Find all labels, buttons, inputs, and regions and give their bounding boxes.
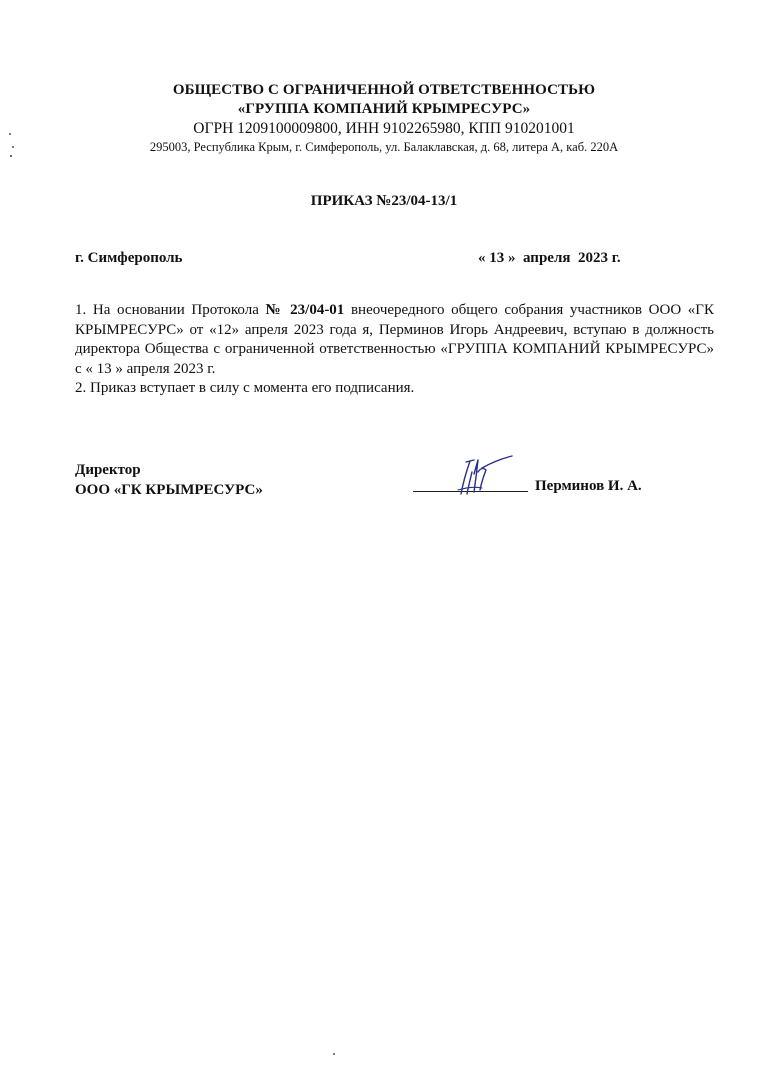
paragraph-1-start: 1. На основании Протокола	[75, 302, 266, 318]
signatory-block	[75, 460, 263, 500]
signatory-name: Перминов И. А.	[535, 478, 642, 494]
scan-speck	[12, 146, 14, 148]
order-paragraph-2: 2. Приказ вступает в силу с момента его подписания.	[75, 380, 415, 396]
org-name-line1: ОБЩЕСТВО С ОГРАНИЧЕННОЙ ОТВЕТСТВЕННОСТЬЮ	[172, 82, 596, 98]
signatory-position: Директор	[75, 462, 141, 478]
org-name-line2: «ГРУППА КОМПАНИЙ КРЫМРЕСУРС»	[237, 101, 531, 117]
registration-numbers: ОГРН 1209100009800, ИНН 9102265980, КПП 910201001	[193, 120, 575, 137]
org-address: 295003, Республика Крым, г. Симферополь, ул. Балаклавская, д. 68, литера А, каб. 220А	[149, 140, 619, 154]
scan-speck	[333, 1053, 335, 1055]
scan-speck	[9, 133, 11, 135]
handwritten-signature	[452, 450, 522, 500]
scan-speck	[10, 155, 12, 157]
signatory-company: ООО «ГК КРЫМРЕСУРС»	[75, 482, 263, 498]
order-paragraph-1	[75, 301, 714, 379]
order-date: « 13 » апреля 2023 г.	[478, 250, 621, 266]
order-body	[75, 301, 714, 399]
order-title: ПРИКАЗ №23/04-13/1	[310, 193, 458, 209]
letterhead	[0, 81, 768, 156]
order-city: г. Симферополь	[75, 250, 183, 266]
paragraph-1-rest: внеочередного общего собрания участников ООО «ГК КРЫМРЕСУРС» от «12» апреля 2023 года я, Перминов Игорь Андреевич, вступаю в должность директора Общества с ограниченной ответственностью «ГРУППА КОМПАНИЙ КРЫМРЕСУРС» с « 13 » апреля 2023 г.	[75, 302, 714, 377]
protocol-number: № 23/04-01	[265, 302, 345, 318]
